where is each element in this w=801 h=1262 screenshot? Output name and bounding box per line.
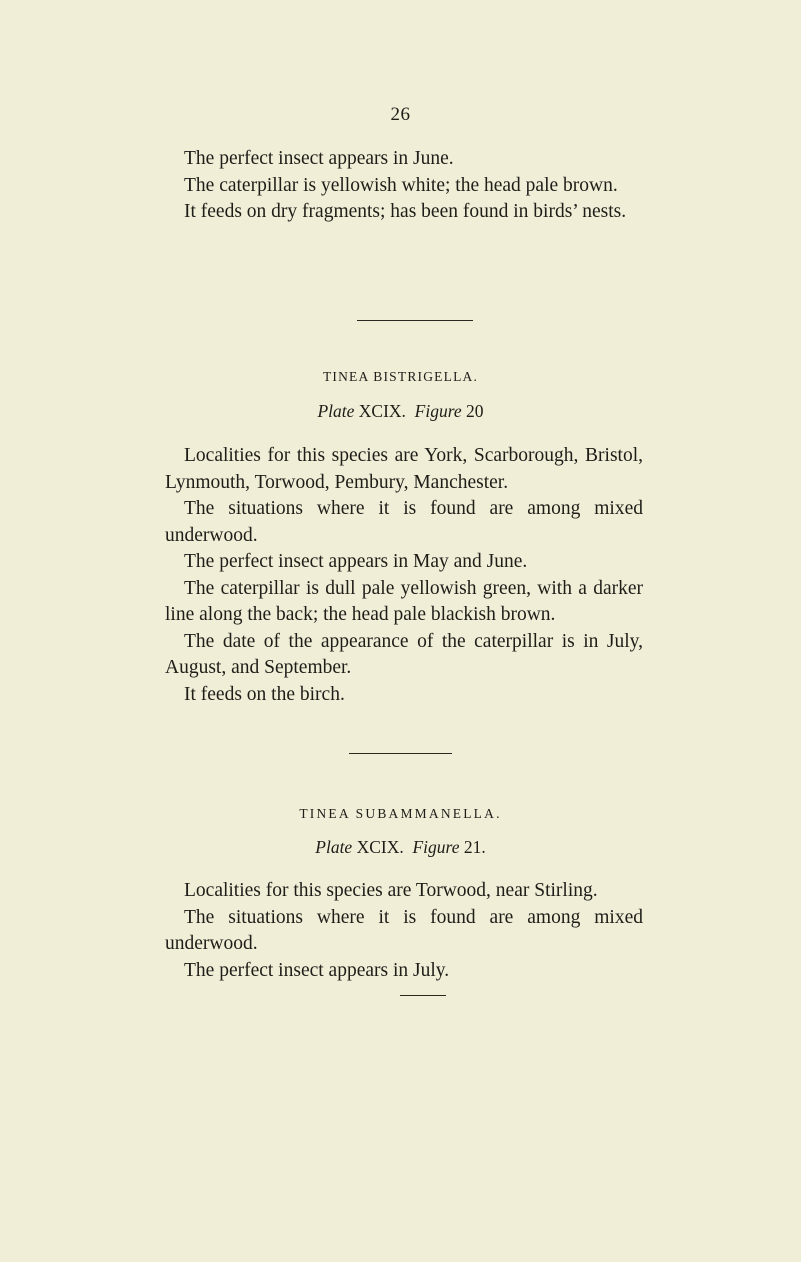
paragraph: The situations where it is found are among mixed underwood. [165, 498, 643, 546]
paragraph: The situations where it is found are among mixed underwood. [165, 906, 643, 954]
paragraph: It feeds on dry fragments; has been found in birds’ nests. [184, 201, 627, 222]
plate-number: XCIX. [358, 401, 406, 421]
paragraph: It feeds on the birch. [184, 683, 345, 705]
section-divider [349, 753, 452, 754]
paragraph: Localities for this species are Torwood, near Stirling. [184, 880, 598, 901]
plate-reference [0, 837, 801, 858]
paragraph: The perfect insect appears in July. [184, 959, 450, 981]
intro-text [165, 146, 643, 226]
figure-number: 20 [466, 401, 484, 421]
page-number: 26 [390, 104, 411, 125]
figure-label: Figure [412, 837, 460, 857]
figure-label: Figure [414, 401, 462, 421]
section1-body [165, 443, 643, 708]
end-divider [400, 995, 446, 996]
section2-body [165, 878, 643, 984]
plate-number: XCIX. [356, 837, 404, 857]
section-heading: TINEA BISTRIGELLA. [322, 369, 479, 384]
paragraph: The perfect insect appears in June. [184, 148, 454, 169]
section-heading: TINEA SUBAMMANELLA. [299, 806, 502, 821]
paragraph: Localities for this species are York, Scarborough, Bristol, Lynmouth, Torwood, Pembury, Manchester. [165, 445, 643, 493]
paragraph: The date of the appearance of the caterpillar is in July, August, and September. [165, 630, 643, 678]
paragraph: The perfect insect appears in May and June. [184, 551, 528, 572]
paragraph: The caterpillar is yellowish white; the head pale brown. [184, 174, 618, 196]
section-divider [357, 320, 473, 321]
plate-label: Plate [317, 401, 355, 421]
paragraph: The caterpillar is dull pale yellowish green, with a darker line along the back; the head pale blackish brown. [165, 577, 643, 625]
plate-label: Plate [315, 837, 353, 857]
plate-reference [0, 401, 801, 422]
figure-number: 21. [463, 837, 486, 857]
